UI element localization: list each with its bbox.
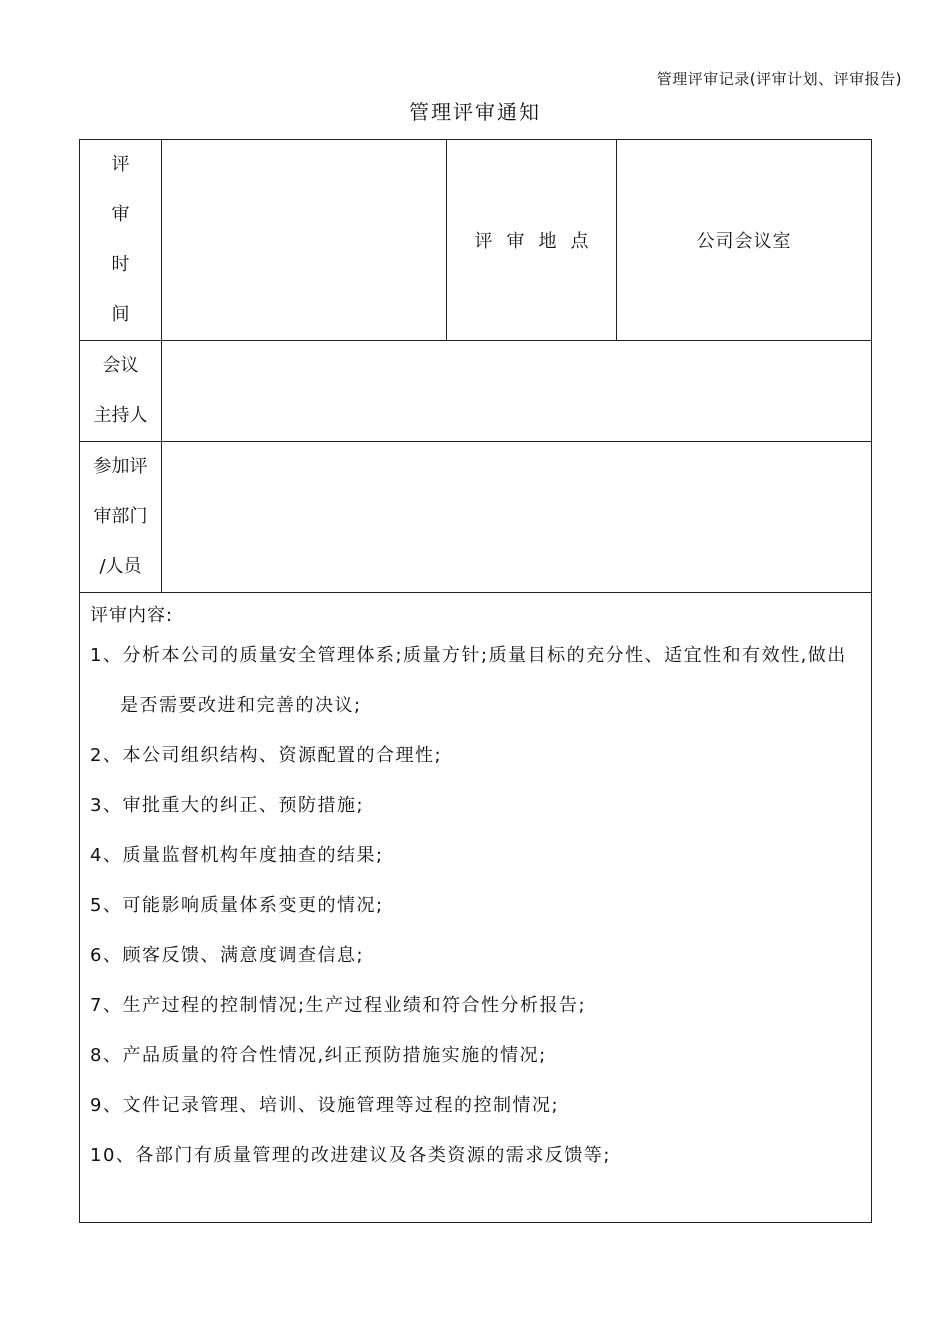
review-place-label: 评审地点 bbox=[447, 140, 617, 341]
review-content-heading: 评审内容: bbox=[90, 605, 174, 626]
review-content-cell bbox=[80, 593, 872, 1223]
list-item: 9、文件记录管理、培训、设施管理等过程的控制情况; bbox=[90, 1095, 560, 1116]
review-time-label bbox=[80, 140, 162, 341]
participants-row bbox=[80, 442, 872, 593]
participants-field[interactable] bbox=[162, 442, 872, 593]
list-item: 5、可能影响质量体系变更的情况; bbox=[90, 895, 384, 916]
review-time-field[interactable] bbox=[162, 140, 447, 341]
list-item: 2、本公司组织结构、资源配置的合理性; bbox=[90, 745, 443, 766]
list-item: 6、顾客反馈、满意度调查信息; bbox=[90, 945, 365, 966]
participants-label-line1: 参加评 bbox=[93, 456, 148, 477]
list-item: 3、审批重大的纠正、预防措施; bbox=[90, 795, 365, 816]
list-item: 4、质量监督机构年度抽查的结果; bbox=[90, 845, 384, 866]
review-place-field[interactable]: 公司会议室 bbox=[617, 140, 872, 341]
host-field[interactable] bbox=[162, 341, 872, 442]
list-item: 7、生产过程的控制情况;生产过程业绩和符合性分析报告; bbox=[90, 995, 587, 1016]
host-label bbox=[80, 341, 162, 442]
page-title: 管理评审通知 bbox=[409, 100, 541, 124]
list-item: 8、产品质量的符合性情况,纠正预防措施实施的情况; bbox=[90, 1045, 547, 1066]
review-content-list bbox=[90, 631, 861, 1181]
review-time-label-line2: 时 间 bbox=[111, 254, 140, 325]
host-label-line1: 会议 bbox=[102, 355, 139, 376]
list-item: 1、分析本公司的质量安全管理体系;质量方针;质量目标的充分性、适宜性和有效性,做出是否需要改进和完善的决议; bbox=[90, 645, 847, 716]
participants-label-line2: 审部门 bbox=[93, 506, 148, 527]
review-content-row bbox=[80, 593, 872, 1223]
host-row bbox=[80, 341, 872, 442]
review-time-label-line1: 评 审 bbox=[111, 154, 140, 225]
list-item: 10、各部门有质量管理的改进建议及各类资源的需求反馈等; bbox=[90, 1145, 611, 1166]
participants-label bbox=[80, 442, 162, 593]
review-time-row bbox=[80, 140, 872, 341]
participants-label-line3: /人员 bbox=[99, 556, 142, 577]
review-notice-form bbox=[79, 139, 872, 1223]
document-header-note: 管理评审记录(评审计划、评审报告) bbox=[656, 70, 902, 88]
host-label-line2: 主持人 bbox=[93, 405, 148, 426]
